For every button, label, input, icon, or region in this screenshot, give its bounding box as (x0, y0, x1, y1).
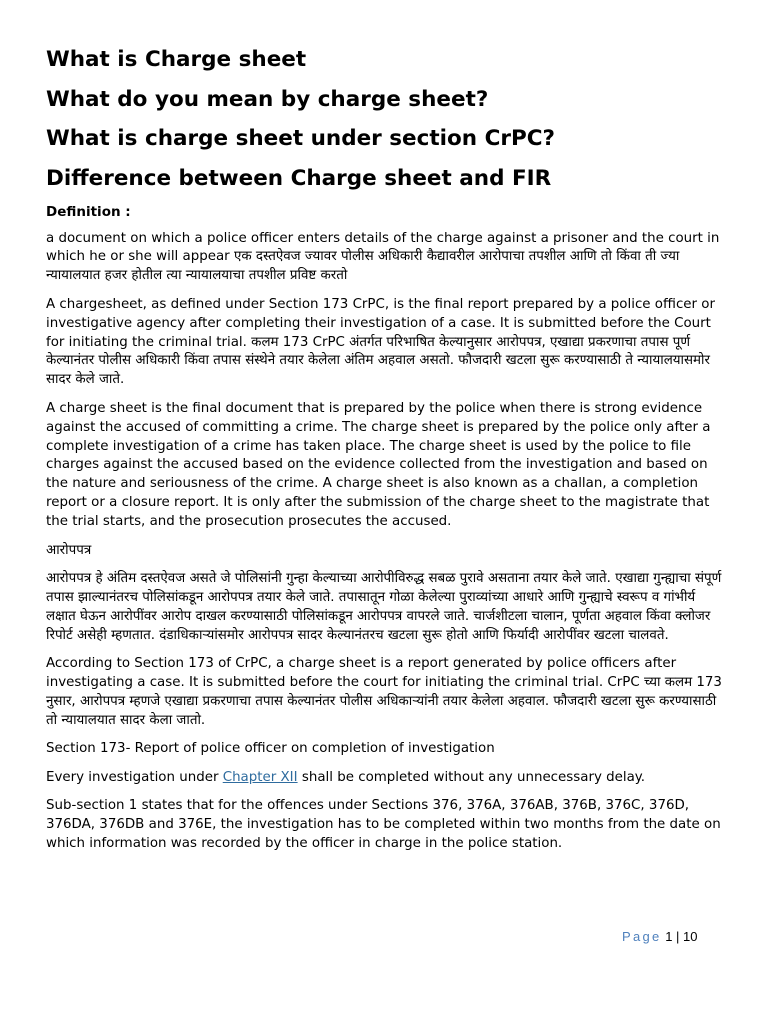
text-before-link: Every investigation under (46, 769, 223, 785)
page-footer (622, 929, 697, 944)
paragraph-marathi-description: आरोपपत्र हे अंतिम दस्तऐवज असते जे पोलिसांनी गुन्हा केल्याच्या आरोपीविरुद्ध सबळ पुरावे असताना तयार केले जाते. एखाद्या गुन्ह्याचा संपूर्ण तपास झाल्यानंतरच पोलिसांकडून आरोपपत्र तयार केले जाते. तपासातून गोळा केलेल्या पुराव्यांच्या आधारे आणि गुन्ह्याचे स्वरूप व गांभीर्य लक्षात घेऊन आरोपींवर आरोप दाखल करण्यासाठी पोलिसांकडून आरोपपत्र वापरले जाते. चार्जशीटला चालान, पूर्णता अहवाल किंवा क्लोजर रिपोर्ट असेही म्हणतात. दंडाधिकाऱ्यांसमोर आरोपपत्र सादर केल्यानंतरच खटला सुरू होतो आणि फिर्यादी आरोपींवर खटला चालवते. (46, 571, 722, 643)
text-after-link: shall be completed without any unnecessary delay. (297, 769, 646, 785)
paragraph-according-section-173: According to Section 173 of CrPC, a charge sheet is a report generated by police officers after investigating a case. It is submitted before the court for initiating the criminal trial. CrPC च्या कलम 173 नुसार, आरोपपत्र म्हणजे एखाद्या प्रकरणाचा तपास केल्यानंतर पोलीस अधिकाऱ्यांनी तयार केलेला अहवाल. फौजदारी खटला सुरू करण्यासाठी तो न्यायालयात सादर केला जातो. (46, 656, 722, 728)
paragraph-chargesheet-section-173: A chargesheet, as defined under Section 173 CrPC, is the final report prepared by a police officer or investigative agency after completing their investigation of a case. It is submitted before the Court for initiating the criminal trial. कलम 173 CrPC अंतर्गत परिभाषित केल्यानुसार आरोपपत्र, एखाद्या प्रकरणाचा तपास पूर्ण केल्यानंतर पोलीस अधिकारी किंवा तपास संस्थेने तयार केलेला अंतिम अहवाल असतो. फौजदारी खटला सुरू करण्यासाठी ते न्यायालयासमोर सादर केले जाते. (46, 296, 716, 388)
heading-difference-fir: Difference between Charge sheet and FIR (46, 165, 552, 191)
paragraph-final-document: A charge sheet is the final document that is prepared by the police when there is strong evidence against the accused of committing a crime. The charge sheet is prepared by the police only after a complete investigation of a crime has taken place. The charge sheet is used by the police to file charges against the accused based on the evidence collected from the investigation and based on the nature and seriousness of the crime. A charge sheet is also known as a challan, a completion report or a closure report. It is only after the submission of the charge sheet to the magistrate that the trial starts, and the prosecution prosecutes the accused. (46, 400, 711, 530)
page-label: Page (622, 929, 662, 944)
definition-label: Definition : (46, 203, 131, 220)
page-number: 1 | 10 (665, 929, 698, 944)
heading-what-is-charge-sheet: What is Charge sheet (46, 47, 307, 72)
paragraph-marathi-heading: आरोपपत्र (46, 542, 92, 558)
paragraph-every-investigation (46, 769, 722, 788)
heading-meaning: What do you mean by charge sheet? (46, 86, 489, 112)
chapter-xii-link[interactable]: Chapter XII (222, 769, 298, 785)
paragraph-definition: a document on which a police officer enters details of the charge against a prisoner and the court in which he or she will appear एक दस्तऐवज ज्यावर पोलीस अधिकारी कैद्यावरील आरोपाचा तपशील आणि तो किंवा ती ज्या न्यायालयात हजर होतील त्या न्यायालयाचा तपशील प्रविष्ट करतो (46, 230, 720, 284)
heading-under-crpc: What is charge sheet under section CrPC? (46, 126, 555, 151)
paragraph-sub-section-1: Sub-section 1 states that for the offences under Sections 376, 376A, 376AB, 376B, 376C, 376D, 376DA, 376DB and 376E, the investigation has to be completed within two months from the date on which information was recorded by the officer in charge in the police station. (46, 798, 721, 851)
paragraph-section-173-title: Section 173- Report of police officer on completion of investigation (46, 741, 495, 757)
